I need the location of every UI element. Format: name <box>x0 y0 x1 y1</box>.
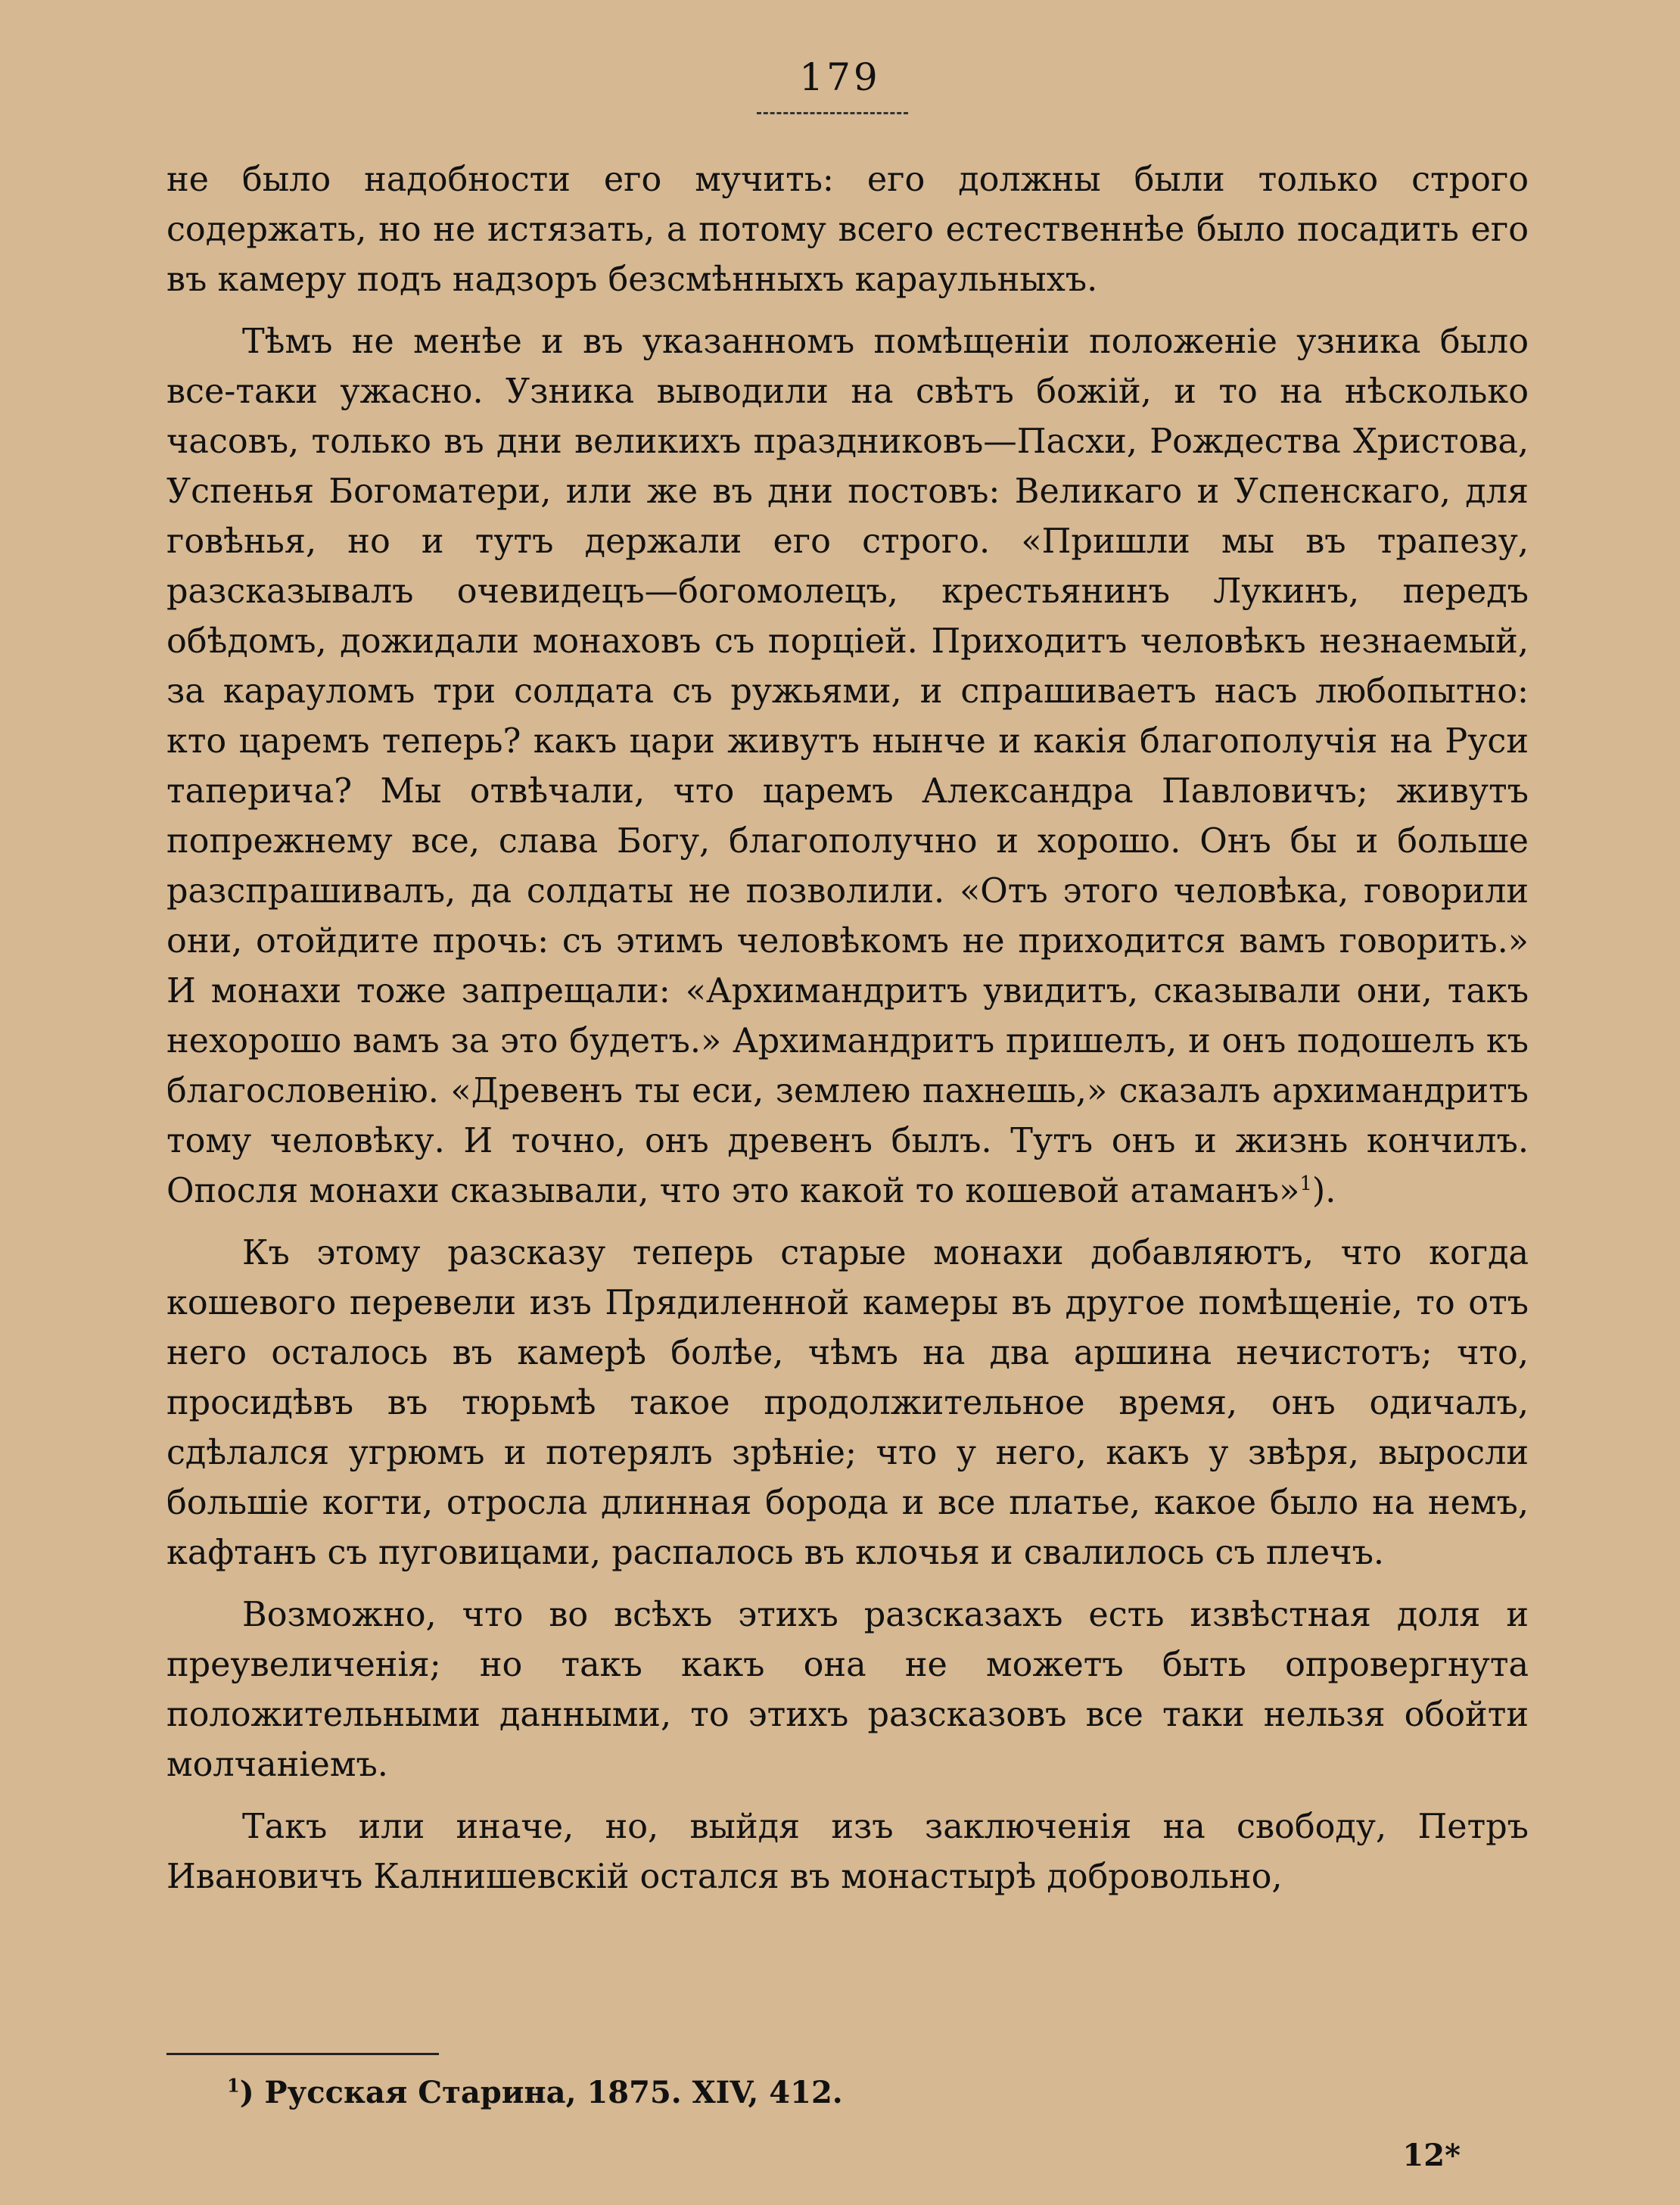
paragraph-1: не было надобности его мучить: его должны были только строго содержать, но не истязать, а потому всего естественнѣе было посадить его въ камеру подъ надзоръ безсмѣнныхъ караульныхъ. <box>166 160 1529 299</box>
paragraph-4: Возможно, что во всѣхъ этихъ разсказахъ есть извѣстная доля и преувеличенія; но такъ какъ она не можетъ быть опровергнута положительными данными, то этихъ разсказовъ все таки нельзя обойти молчаніемъ. <box>166 1596 1529 1784</box>
paragraph-2-text: Тѣмъ не менѣе и въ указанномъ помѣщеніи положеніе узника было все-таки ужасно. Узника выводили на свѣтъ божій, и то на нѣсколько часовъ, только въ дни великихъ праздниковъ—Пасхи, Рождества Христова, Успенья Богоматери, или же въ дни постовъ: Великаго и Успенскаго, для говѣнья, но и тутъ держали его строго. «Пришли мы въ трапезу, разсказывалъ очевидецъ—богомолецъ, крестьянинъ Лукинъ, передъ обѣдомъ, дожидали монаховъ съ порціей. Приходитъ человѣкъ незнаемый, за карауломъ три солдата съ ружьями, и спрашиваетъ насъ любопытно: кто царемъ теперь? какъ цари живутъ нынче и какія благополучія на Руси таперича? Мы отвѣчали, что царемъ Александра Павловичъ; живутъ попрежнему все, слава Богу, благополучно и хорошо. Онъ бы и больше разспрашивалъ, да солдаты не позволили. «Отъ этого человѣка, говорили они, отойдите прочь: съ этимъ человѣкомъ не приходится вамъ говорить.» И монахи тоже запрещали: «Архимандритъ увидитъ, сказывали они, такъ нехорошо вамъ за это будетъ.» Архимандритъ пришелъ, и онъ подошелъ къ благословенію. «Древенъ ты еси, землею пахнешь,» сказалъ архимандритъ тому человѣку. И точно, онъ древенъ былъ. Тутъ онъ и жизнь кончилъ. Опосля монахи сказывали, что это какой то кошевой атаманъ» <box>166 322 1529 1210</box>
page-number-rule <box>757 112 908 114</box>
page-number: 179 <box>799 55 881 99</box>
body-text <box>166 155 1529 1914</box>
footnote-reference-tail: ). <box>1311 1172 1336 1210</box>
paragraph-3: Къ этому разсказу теперь старые монахи добавляютъ, что когда кошевого перевели изъ Прядиленной камеры въ другое помѣщеніе, то отъ него осталось въ камерѣ болѣе, чѣмъ на два аршина нечистотъ; что, просидѣвъ въ тюрьмѣ такое продолжительное время, онъ одичалъ, сдѣлался угрюмъ и потерялъ зрѣніе; что у него, какъ у звѣря, выросли большіе когти, отросла длинная борода и все платье, какое было на немъ, кафтанъ съ пуговицами, распалось въ клочья и свалилось съ плечъ. <box>166 1234 1529 1572</box>
footnote-reference: 1 <box>1299 1173 1312 1196</box>
footnote-marker: 1 <box>227 2074 240 2097</box>
signature-mark: 12* <box>1402 2138 1461 2173</box>
footnote-rule <box>166 2053 439 2055</box>
paragraph-5: Такъ или иначе, но, выйдя изъ заключенія на свободу, Петръ Ивановичъ Калнишевскій остался въ монастырѣ добровольно, <box>166 1808 1529 1896</box>
paragraph-2 <box>166 317 1529 1216</box>
footnote-text: ) Русская Старина, 1875. XIV, 412. <box>239 2075 843 2110</box>
footnote <box>227 2070 843 2116</box>
